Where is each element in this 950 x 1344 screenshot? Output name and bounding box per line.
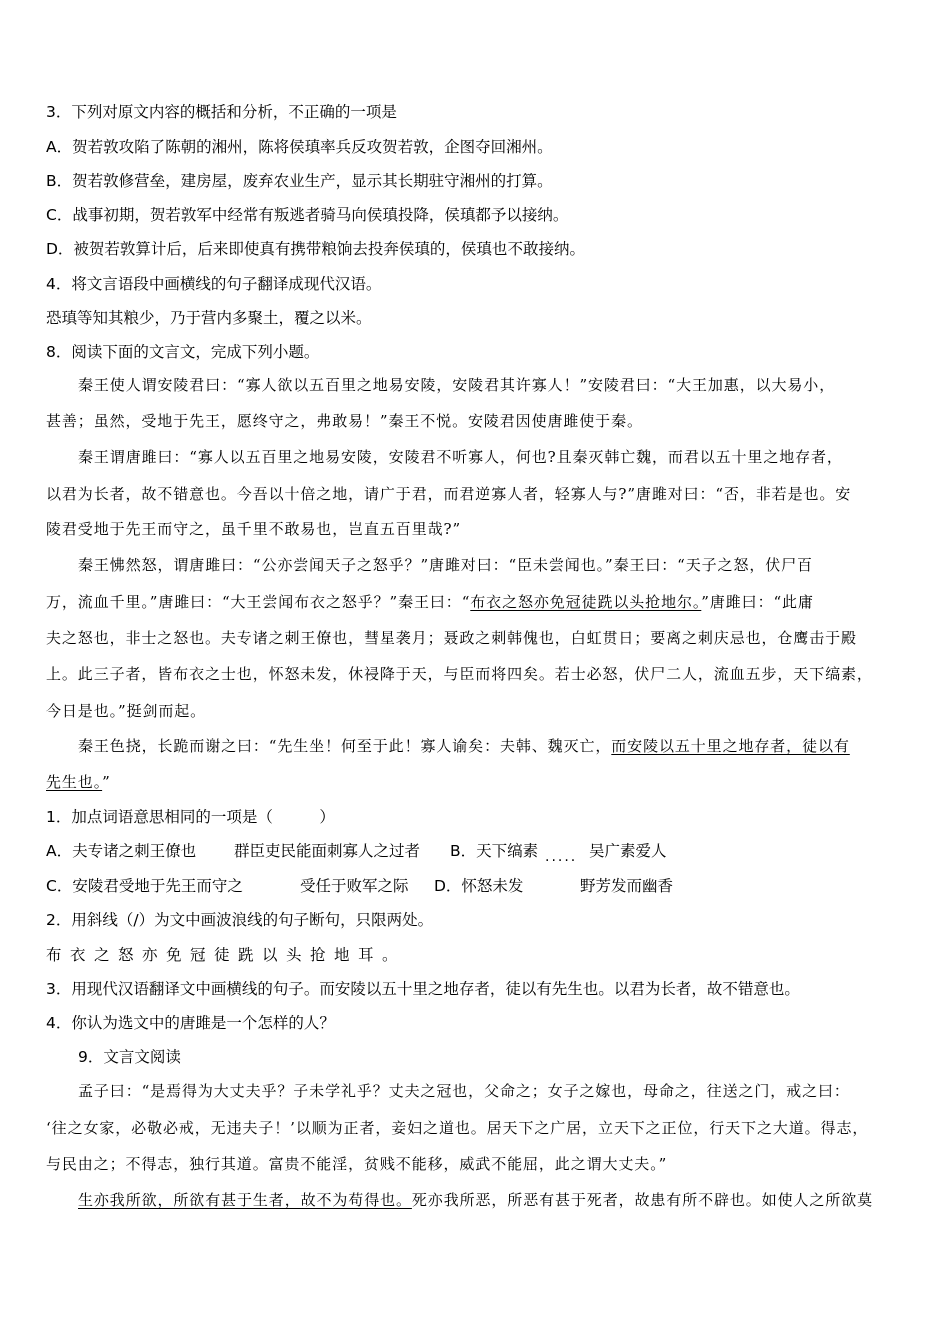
passage-9-paragraph-1-line: 孟子曰：“是焉得为大丈夫乎？子未学礼乎？丈夫之冠也，父命之；女子之嫁也，母命之，往送之门，戒之曰： [78,1082,850,1100]
passage-8-paragraph-3-line: 秦王怫然怒，谓唐雎曰：“公亦尝闻天子之怒乎？”唐雎对曰：“臣未尝闻也。”秦王曰：“天子之怒，伏尸百 [78,556,813,574]
emphasis-dots: ..... [545,849,578,865]
underlined-sentence: 生亦我所欲，所欲有甚于生者，故不为苟得也。 [78,1191,412,1209]
passage-9-paragraph-1-line: 与民由之；不得志，独行其道。富贵不能淫，贫贱不能移，威武不能屈，此之谓大丈夫。” [46,1155,668,1173]
question-8-2-title: 2．用斜线（/）为文中画波浪线的句子断句，只限两处。 [46,911,434,929]
question-4-title: 4．将文言语段中画横线的句子翻译成现代汉语。 [46,275,382,293]
passage-8-paragraph-3-line: 夫之怒也，非士之怒也。夫专诸之刺王僚也，彗星袭月；聂政之刺韩傀也，白虹贯日；要离之刺庆忌也，仓鹰击于殿 [46,629,857,647]
question-4-sentence: 恐瑱等知其粮少，乃于营内多聚土，覆之以米。 [46,309,372,327]
passage-8-paragraph-4-line [78,735,850,757]
passage-9-paragraph-1-line: ‘往之女家，必敬必戒，无违夫子！’以顺为正者，妾妇之道也。居天下之广居，立天下之正位，行天下之大道。得志， [46,1119,869,1137]
passage-text: ” [102,773,111,791]
passage-8-paragraph-3-line: 今日是也。”挺剑而起。 [46,702,207,720]
question-8-4: 4．你认为选文中的唐雎是一个怎样的人？ [46,1014,335,1032]
section-8-title: 8．阅读下面的文言文，完成下列小题。 [46,343,320,361]
wavy-underlined-sentence: 布衣之怒亦免冠徒跣以头抢地尔。 [470,593,702,611]
option-d-second: 野芳发而幽香 [580,877,674,895]
question-8-2-sentence: 布衣之怒亦免冠徒跣以头抢地耳。 [46,946,407,964]
passage-8-paragraph-2-line: 以君为长者，故不错意也。今吾以十倍之地，请广于君，而君逆寡人者，轻寡人与?”唐雎对曰：“否，非若是也。安 [46,485,852,503]
passage-text: 死亦我所恶，所恶有甚于死者，故患有所不辟也。如使人之所欲莫 [411,1191,874,1209]
passage-8-paragraph-2-line: 秦王谓唐雎曰：“寡人以五百里之地易安陵，安陵君不听寡人，何也?且秦灭韩亡魏，而君以五十里之地存者， [78,448,843,466]
passage-text: ”唐雎曰：“此庸 [701,593,814,611]
passage-text: 万，流血千里。”唐雎曰：“大王尝闻布衣之怒乎？”秦王曰：“ [46,593,471,611]
section-9-title: 9．文言文阅读 [78,1048,181,1066]
passage-8-paragraph-3-line: 上。此三子者，皆布衣之士也，怀怒未发，休祲降于天，与臣而将四矣。若士必怒，伏尸二人，流血五步，天下缟素， [46,665,873,683]
question-3-option-d: D．被贺若敦算计后，后来即使真有携带粮饷去投奔侯瑱的，侯瑱也不敢接纳。 [46,240,585,258]
question-3-title: 3．下列对原文内容的概括和分析，不正确的一项是 [46,103,397,121]
option-b-first: B．天下缟素 [450,842,539,860]
option-b-second: 吴广素爱人 [589,842,667,860]
underlined-sentence: 先生也。 [46,773,103,791]
question-8-3: 3．用现代汉语翻译文中画横线的句子。而安陵以五十里之地存者，徒以有先生也。以君为长者，故不错意也。 [46,980,800,998]
question-3-option-a: A．贺若敦攻陷了陈朝的湘州，陈将侯瑱率兵反攻贺若敦，企图夺回湘州。 [46,138,553,156]
passage-8-paragraph-4-line [46,771,111,793]
passage-text: 秦王色挠，长跪而谢之曰：“先生坐！何至于此！寡人谕矣：夫韩、魏灭亡， [78,737,612,755]
question-8-1-title: 1．加点词语意思相同的一项是（ ） [46,808,335,826]
option-a-second: 群臣吏民能面刺寡人之过者 [234,842,421,860]
option-c-second: 受任于败军之际 [300,877,409,895]
passage-8-paragraph-1-line: 甚善；虽然，受地于先王，愿终守之，弗敢易！”秦王不悦。安陵君因使唐雎使于秦。 [46,412,643,430]
passage-8-paragraph-2-line: 陵君受地于先王而守之，虽千里不敢易也，岂直五百里哉?” [46,520,462,538]
question-3-option-b: B．贺若敦修营垒，建房屋，废弃农业生产，显示其长期驻守湘州的打算。 [46,172,553,190]
passage-8-paragraph-1-line: 秦王使人谓安陵君曰：“寡人欲以五百里之地易安陵，安陵君其许寡人！”安陵君曰：“大王加惠，以大易小， [78,376,836,394]
passage-9-paragraph-2-line [78,1189,873,1211]
option-c-first: C．安陵君受地于先王而守之 [46,877,243,895]
question-3-option-c: C．战事初期，贺若敦军中经常有叛逃者骑马向侯瑱投降，侯瑱都予以接纳。 [46,206,569,224]
underlined-sentence: 而安陵以五十里之地存者，徒以有 [611,737,850,755]
passage-8-paragraph-3-line [46,591,814,613]
option-a-first: A．夫专诸之刺王僚也 [46,842,197,860]
option-d-first: D．怀怒未发 [434,877,524,895]
